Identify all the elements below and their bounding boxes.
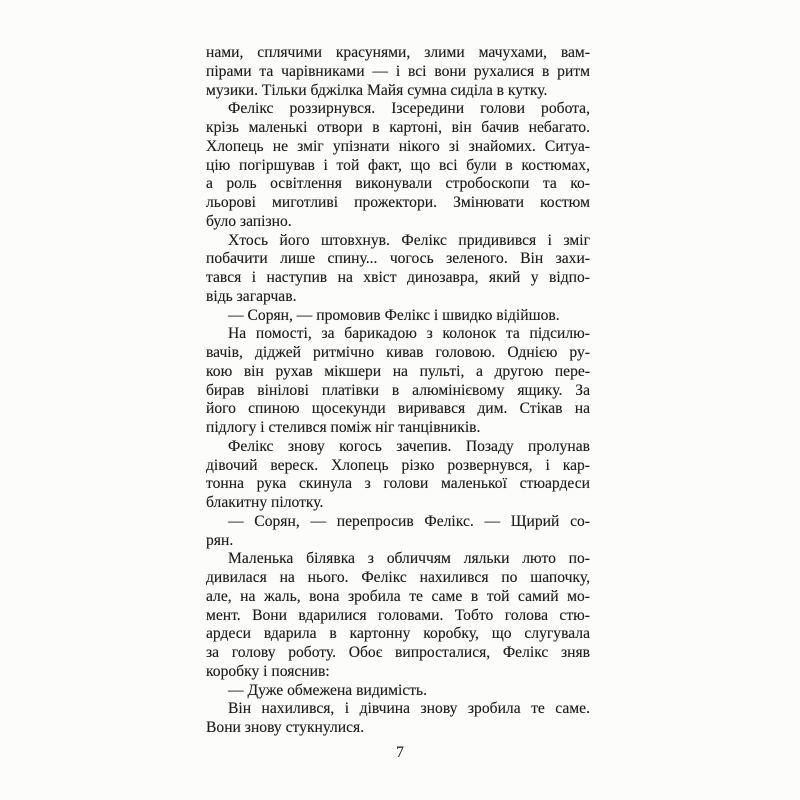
text-line: пірами та чарівниками — і всі вони рухалися в ритм	[206, 62, 590, 80]
text-line: дивилася на нього. Фелікс нахилився по шапочку,	[206, 569, 590, 586]
text-line: — Сорян, — перепросив Фелікс. — Щирий со-	[228, 512, 590, 530]
text-line: Хтось його штовхнув. Фелікс придивився і зміг	[228, 231, 590, 249]
text-line: Фелікс знову когось зачепив. Позаду пролунав	[228, 437, 590, 455]
text-line: бирав вінілові платівки в алюмінієвому ящику. За	[206, 381, 590, 399]
paragraph	[206, 325, 590, 438]
text-line: Фелікс роззирнувся. Ізсередини голови робота,	[228, 100, 590, 118]
text-line: тався і наступив на хвіст динозавра, який у відпо-	[206, 269, 590, 286]
text-line: вачів, діджей ритмічно кивав головою. Однією ру-	[206, 344, 590, 361]
text-line: кою він рухав мікшери на пульті, а другою пере-	[206, 362, 590, 380]
text-line: цію погіршував і той факт, що всі були в костюмах,	[206, 156, 590, 174]
paragraph	[206, 700, 590, 738]
paragraph	[206, 100, 590, 231]
text-line: коробку і пояснив:	[206, 662, 330, 680]
text-line: а роль освітлення виконували стробоскопи та ко-	[206, 175, 590, 193]
text-line: музики. Тільки бджілка Майя сумна сиділа в кутку.	[206, 81, 548, 99]
text-line: побачити лише спину... чогось зеленого. Він захи-	[206, 250, 590, 268]
text-line: нами, сплячими красунями, злими мачухами, вам-	[206, 44, 590, 61]
text-line: рян.	[206, 531, 234, 549]
text-line: крізь маленькі отвори в картоні, він бачив небагато.	[206, 119, 590, 136]
text-line: за голову роботу. Обоє випросталися, Фелікс зняв	[206, 644, 590, 661]
text-line: його спиною щосекунди виривався дим. Стікав на	[206, 400, 590, 418]
text-line: відь загарчав.	[206, 287, 297, 305]
text-line: тонна рука скинула з голови маленької стюардеси	[206, 475, 590, 493]
text-line: Вони знову стукнулися.	[206, 719, 365, 736]
text-line: льорові миготливі прожектори. Змінювати костюм	[206, 194, 590, 211]
text-line: мент. Вони вдарилися головами. Тобто голова стю-	[206, 606, 590, 624]
text-line: блакитну пілотку.	[206, 494, 324, 511]
text-line: Хлопець не зміг упізнати нікого зі знайомих. Ситуа-	[206, 137, 590, 155]
text-line: — Дуже обмежена видимість.	[228, 681, 428, 699]
paragraph	[206, 682, 590, 701]
text-line: — Сорян, — промовив Фелікс і швидко відійшов.	[228, 306, 560, 324]
page-number: 7	[396, 744, 404, 761]
page-text	[206, 44, 590, 738]
text-line: ардеси вдарила в картонну коробку, що слугувала	[206, 625, 590, 643]
paragraph	[206, 307, 590, 326]
paragraph	[206, 513, 590, 551]
text-line: але, на жаль, вона зробила те саме в той самий мо-	[206, 587, 590, 605]
paragraph	[206, 438, 590, 513]
paragraph	[206, 232, 590, 307]
text-line: дівочий вереск. Хлопець різко розвернувся, і кар-	[206, 456, 590, 474]
text-line: Він нахилився, і дівчина знову зробила те саме.	[228, 700, 590, 718]
text-line: Маленька білявка з обличчям ляльки люто по-	[228, 550, 590, 568]
text-line: було запізно.	[206, 212, 292, 230]
text-line: На помості, за барикадою з колонок та підсилю-	[228, 325, 590, 343]
text-line: підлогу і стелився поміж ніг танцівників.	[206, 419, 481, 436]
paragraph	[206, 44, 590, 100]
paragraph	[206, 550, 590, 681]
